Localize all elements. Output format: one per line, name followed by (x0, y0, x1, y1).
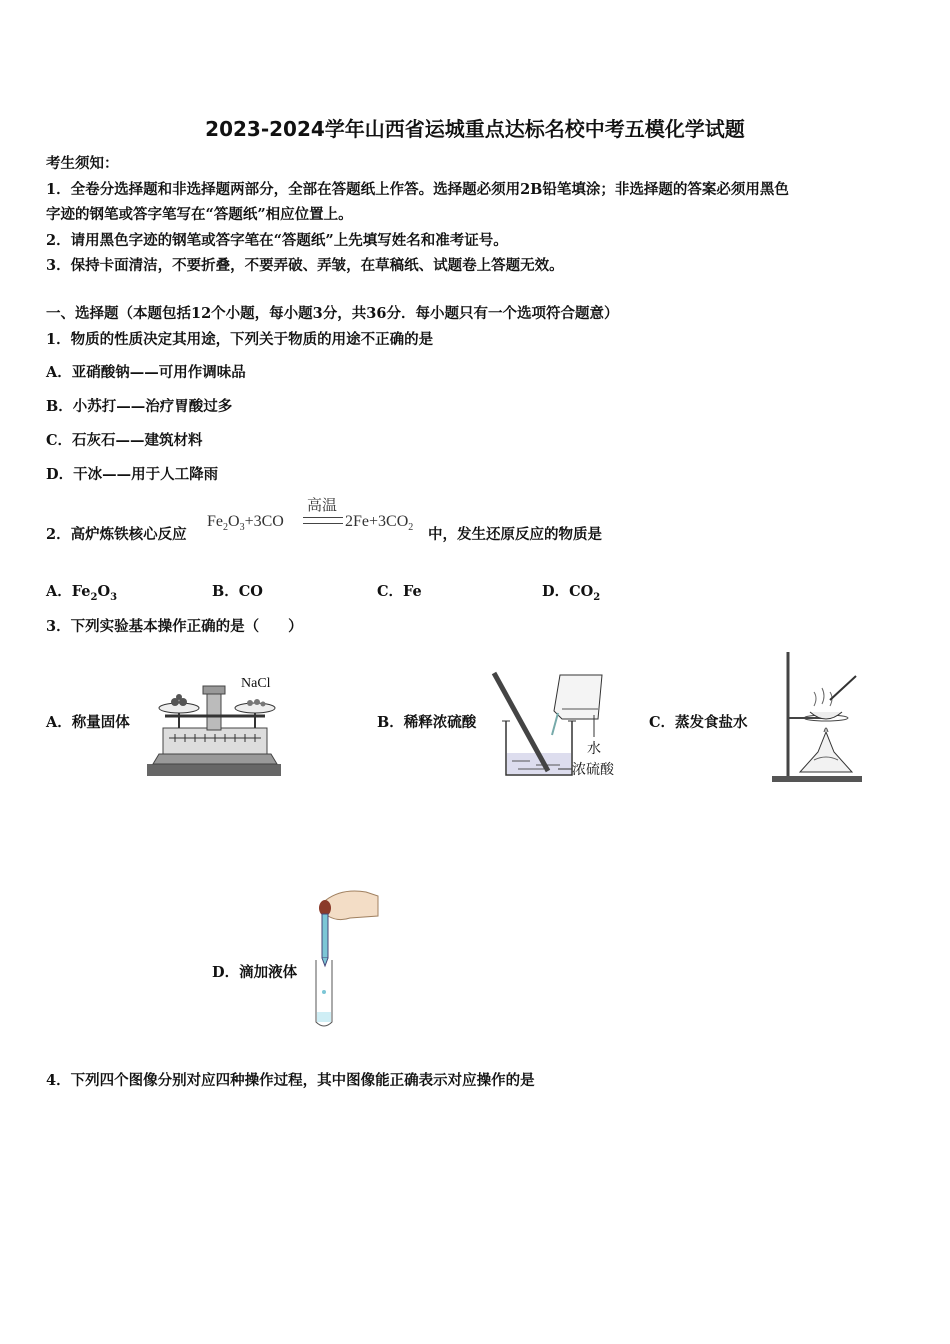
q4-stem: 4．下列四个图像分别对应四种操作过程，其中图像能正确表示对应操作的是 (46, 1072, 535, 1089)
balance-figure (145, 668, 285, 780)
q3-option-a: A．称量固体 (46, 714, 130, 731)
notice-item-3: 3．保持卡面清洁，不要折叠，不要弄破、弄皱，在草稿纸、试题卷上答题无效。 (46, 257, 564, 274)
q2-formula-right: $2Fe+3CO_2$ (345, 513, 414, 534)
notice-item-1: 1．全卷分选择题和非选择题两部分，全部在答题纸上作答。选择题必须用2B铅笔填涂；非选择题的答案必须用黑色 (46, 181, 789, 198)
q2-formula-condition: 高温 (306, 498, 337, 514)
dilution-acid-label: 浓硫酸 (572, 762, 614, 778)
q1-stem: 1．物质的性质决定其用途，下列关于物质的用途不正确的是 (46, 331, 434, 348)
dilution-water-label: 水 (587, 741, 601, 757)
q2-option-a: A．$Fe_2O_3$ (46, 583, 118, 603)
q2-option-b: B．CO (212, 583, 263, 600)
q2-option-c: C．Fe (377, 583, 422, 600)
balance-nacl-label: NaCl (241, 676, 271, 691)
q2-formula-left: $Fe_2O_3+3CO$ (207, 513, 284, 534)
q2-stem-pre: 2．高炉炼铁核心反应 (46, 526, 187, 543)
dilution-figure (490, 665, 630, 780)
notice-heading: 考生须知： (46, 155, 119, 172)
q1-option-c: C．石灰石——建筑材料 (46, 432, 203, 449)
q2-formula-equals (303, 517, 343, 524)
notice-item-2: 2．请用黑色字迹的钢笔或答字笔在“答题纸”上先填写姓名和准考证号。 (46, 232, 508, 249)
q2-option-d: D．$CO_2$ (542, 583, 601, 603)
dropper-figure (310, 882, 385, 1032)
q1-option-b: B．小苏打——治疗胃酸过多 (46, 398, 233, 415)
q1-option-a: A．亚硝酸钠——可用作调味品 (46, 364, 246, 381)
q3-option-c: C．蒸发食盐水 (649, 714, 748, 731)
section-heading: 一、选择题（本题包括12个小题，每小题3分，共36分．每小题只有一个选项符合题意） (46, 305, 619, 322)
q3-stem: 3．下列实验基本操作正确的是（ ） (46, 618, 303, 635)
notice-item-1-cont: 字迹的钢笔或答字笔写在“答题纸”相应位置上。 (46, 206, 353, 223)
q2-stem-post: 中，发生还原反应的物质是 (428, 526, 602, 543)
q3-option-b: B．稀释浓硫酸 (377, 714, 477, 731)
q3-option-d: D．滴加液体 (212, 964, 298, 981)
evaporation-figure (770, 648, 865, 784)
q1-option-d: D．干冰——用于人工降雨 (46, 466, 219, 483)
page-title: 2023-2024学年山西省运城重点达标名校中考五模化学试题 (205, 117, 745, 141)
